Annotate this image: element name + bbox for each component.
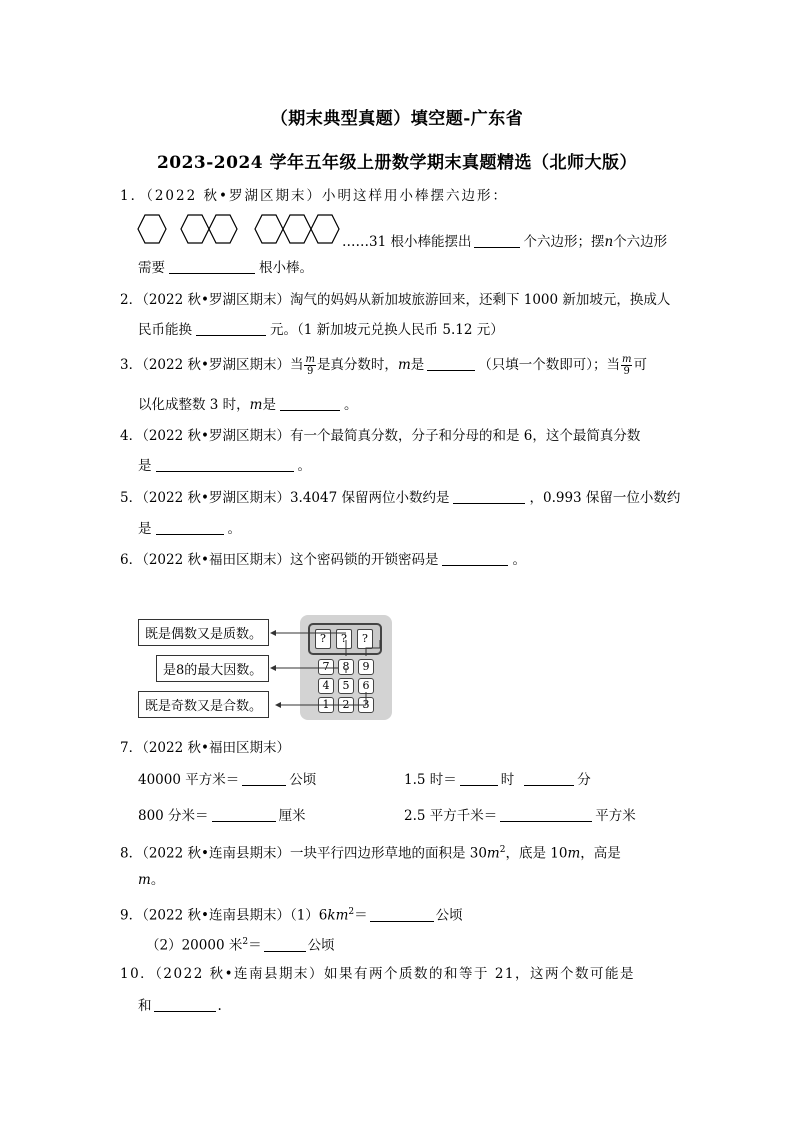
key-3[interactable]: 3 [358, 697, 374, 713]
q5-line-2: 是 。 [138, 521, 241, 537]
q4-blank[interactable] [156, 457, 294, 472]
q1-blank-1[interactable] [474, 233, 520, 248]
q3-line-2: 以化成整数 3 时，m是 。 [138, 397, 358, 413]
q1-line-2: 需要 根小棒。 [138, 260, 313, 276]
q3-line-1: 3．（2022 秋•罗湖区期末）当 $\frac{m}{9}$ 是真分数时，m是 （只填一个数即可）；当 $\frac{m}{9}$ 可 [120, 354, 647, 377]
q7-blank-b2[interactable] [524, 771, 574, 786]
key-2[interactable]: 2 [338, 697, 354, 713]
clue-box-3: 既是奇数又是合数。 [138, 691, 269, 718]
q7-blank-d[interactable] [500, 807, 592, 822]
key-5[interactable]: 5 [338, 678, 354, 694]
q6-blank[interactable] [442, 551, 508, 566]
key-8[interactable]: 8 [338, 659, 354, 675]
title-line-1: （期末典型真题）填空题-广东省 [270, 109, 524, 129]
q9-blank-1[interactable] [370, 907, 434, 922]
q1-line-1-text: ……31 根小棒能摆出 个六边形；摆n个六边形 [342, 234, 668, 250]
q2-blank[interactable] [196, 321, 266, 336]
q7-blank-a[interactable] [242, 771, 286, 786]
q3-blank-1[interactable] [427, 356, 475, 371]
q5-line-1: 5．（2022 秋•罗湖区期末）3.4047 保留两位小数约是 ，0.993 保留一位小数约 [120, 490, 681, 506]
q2-line-1: 2．（2022 秋•罗湖区期末）淘气的妈妈从新加坡旅游回来，还剩下 1000 新加坡元，换成人 [120, 292, 671, 308]
q8-line-2: m。 [138, 872, 165, 888]
q7-item-b: 1.5 时＝ 时 分 [404, 772, 591, 788]
q9-line-1: 9．（2022 秋•连南县期末）$(1)6km^2=$ 公顷 [120, 907, 463, 924]
key-9[interactable]: 9 [358, 659, 374, 675]
hexagon-figure [136, 212, 346, 246]
digit-slot-2: ? [336, 629, 352, 649]
key-7[interactable]: 7 [318, 659, 334, 675]
q7-item-d: 2.5 平方千米＝ 平方米 [404, 808, 636, 824]
q1-blank-2[interactable] [169, 259, 255, 274]
q3-fraction-1: $\frac{m}{9}$ [305, 354, 315, 377]
q9-blank-2[interactable] [264, 937, 306, 952]
q7-header: 7．（2022 秋•福田区期末） [120, 740, 290, 756]
q7-blank-b1[interactable] [460, 771, 498, 786]
q4-line-2: 是 。 [138, 458, 311, 474]
q10-line-1: 10．（2022 秋•连南县期末）如果有两个质数的和等于 21，这两个数可能是 [120, 966, 636, 982]
title-line-2: 2023-2024 学年五年级上册数学期末真题精选（北师大版） [156, 153, 638, 173]
q7-item-c: 800 分米＝ 厘米 [138, 808, 306, 824]
digit-slot-1: ? [315, 629, 331, 649]
q7-item-a: 40000 平方米＝ 公顷 [138, 772, 317, 788]
q2-line-2: 民币能换 元。（1 新加坡元兑换人民币 5.12 元） [138, 322, 504, 338]
lock-screen [308, 623, 382, 655]
q10-blank[interactable] [154, 997, 216, 1012]
clue-box-1: 既是偶数又是质数。 [138, 619, 269, 646]
key-4[interactable]: 4 [318, 678, 334, 694]
key-1[interactable]: 1 [318, 697, 334, 713]
q3-blank-2[interactable] [280, 396, 340, 411]
q4-line-1: 4．（2022 秋•罗湖区期末）有一个最简真分数，分子和分母的和是 6，这个最简真分数 [120, 428, 641, 444]
q8-line-1: 8．（2022 秋•连南县期末）一块平行四边形草地的面积是 $30m^2$，底是 10m，高是 [120, 845, 621, 862]
key-6[interactable]: 6 [358, 678, 374, 694]
q1-header: 1．（2022 秋•罗湖区期末）小明这样用小棒摆六边形： [120, 188, 508, 204]
q3-fraction-2: $\frac{m}{9}$ [622, 354, 632, 377]
digit-slot-3: ? [357, 629, 373, 649]
q7-blank-c[interactable] [212, 807, 276, 822]
q10-line-2: 和 . [138, 998, 222, 1014]
q6-line-1: 6．（2022 秋•福田区期末）这个密码锁的开锁密码是 。 [120, 552, 526, 568]
q5-blank-1[interactable] [453, 489, 525, 504]
clue-box-2: 是8的最大因数。 [156, 655, 269, 682]
combination-lock [300, 615, 392, 720]
q5-blank-2[interactable] [156, 520, 224, 535]
q9-line-2: （2）20000 米$^2$＝ 公顷 [146, 937, 335, 954]
